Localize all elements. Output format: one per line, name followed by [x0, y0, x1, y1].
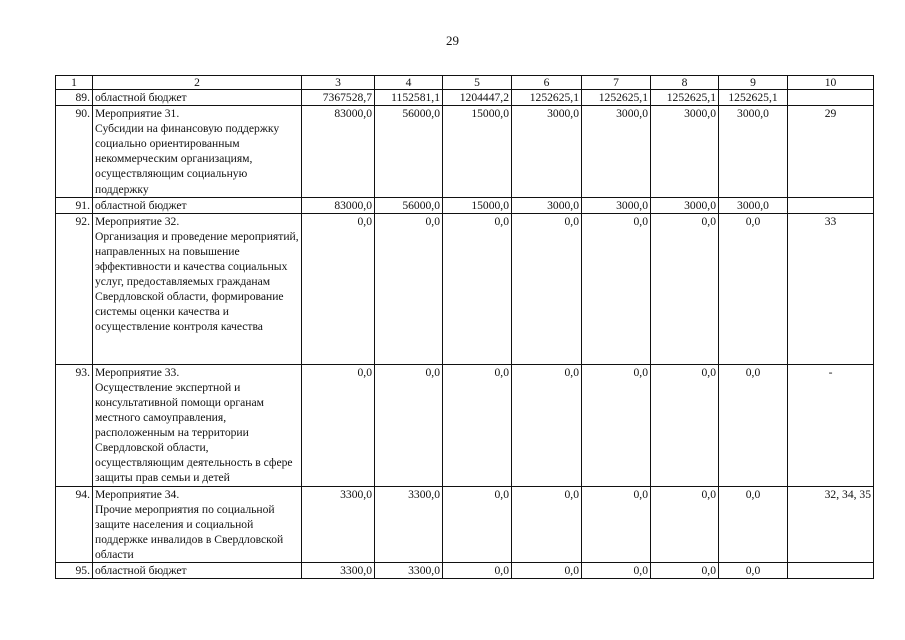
value-cell: 0,0: [582, 364, 651, 486]
value-cell: 0,0: [719, 562, 788, 578]
column-header: 8: [651, 76, 719, 90]
value-cell: 56000,0: [375, 106, 443, 198]
value-cell: 0,0: [512, 562, 582, 578]
description-cell: областной бюджет: [93, 562, 302, 578]
value-cell: 0,0: [375, 213, 443, 364]
value-cell: 0,0: [443, 486, 512, 562]
description-cell: Мероприятие 31. Субсидии на финансовую поддержку социально ориентированным некоммерческим организациям, осуществляющим социальную поддержку: [93, 106, 302, 198]
value-cell: 3000,0: [512, 197, 582, 213]
value-cell: 1252625,1: [651, 90, 719, 106]
description-cell: Мероприятие 34. Прочие мероприятия по социальной защите населения и социальной поддержке инвалидов в Свердловской области: [93, 486, 302, 562]
row-number-cell: 94.: [56, 486, 93, 562]
column-header: 7: [582, 76, 651, 90]
row-number-cell: 89.: [56, 90, 93, 106]
table-row: [56, 486, 874, 562]
reference-cell: 29: [788, 106, 874, 198]
table-row: [56, 197, 874, 213]
column-number-row: [56, 76, 874, 90]
value-cell: 0,0: [719, 213, 788, 364]
value-cell: 0,0: [582, 562, 651, 578]
table-row: [56, 213, 874, 364]
value-cell: 56000,0: [375, 197, 443, 213]
value-cell: 0,0: [512, 213, 582, 364]
value-cell: 3300,0: [302, 486, 375, 562]
column-header: 4: [375, 76, 443, 90]
value-cell: 3300,0: [302, 562, 375, 578]
reference-cell: -: [788, 364, 874, 486]
value-cell: 0,0: [651, 213, 719, 364]
value-cell: 3300,0: [375, 562, 443, 578]
value-cell: 0,0: [651, 486, 719, 562]
value-cell: 0,0: [651, 562, 719, 578]
value-cell: 0,0: [719, 364, 788, 486]
value-cell: 1204447,2: [443, 90, 512, 106]
description-cell: областной бюджет: [93, 90, 302, 106]
table-body: [56, 76, 874, 579]
description-cell: Мероприятие 32. Организация и проведение мероприятий, направленных на повышение эффективности и качества социальных услуг, предоставляемых гражданам Свердловской области, формирование системы оценки качества и осуществление контроля качества: [93, 213, 302, 364]
value-cell: 0,0: [651, 364, 719, 486]
value-cell: 83000,0: [302, 106, 375, 198]
value-cell: 0,0: [512, 364, 582, 486]
reference-cell: [788, 90, 874, 106]
description-cell: областной бюджет: [93, 197, 302, 213]
row-number-cell: 95.: [56, 562, 93, 578]
reference-cell: [788, 562, 874, 578]
row-number-cell: 91.: [56, 197, 93, 213]
column-header: 5: [443, 76, 512, 90]
column-header: 6: [512, 76, 582, 90]
value-cell: 0,0: [302, 213, 375, 364]
value-cell: 1252625,1: [719, 90, 788, 106]
column-header: 1: [56, 76, 93, 90]
value-cell: 3000,0: [651, 106, 719, 198]
value-cell: 0,0: [582, 213, 651, 364]
value-cell: 0,0: [302, 364, 375, 486]
value-cell: 0,0: [443, 364, 512, 486]
column-header: 10: [788, 76, 874, 90]
value-cell: 7367528,7: [302, 90, 375, 106]
reference-cell: 32, 34, 35: [788, 486, 874, 562]
value-cell: 0,0: [719, 486, 788, 562]
value-cell: 3000,0: [582, 197, 651, 213]
value-cell: 3000,0: [719, 197, 788, 213]
value-cell: 3000,0: [651, 197, 719, 213]
reference-cell: [788, 197, 874, 213]
value-cell: 83000,0: [302, 197, 375, 213]
value-cell: 0,0: [375, 364, 443, 486]
value-cell: 1252625,1: [512, 90, 582, 106]
value-cell: 0,0: [443, 562, 512, 578]
column-header: 3: [302, 76, 375, 90]
value-cell: 15000,0: [443, 197, 512, 213]
value-cell: 3300,0: [375, 486, 443, 562]
column-header: 9: [719, 76, 788, 90]
page-number: 29: [446, 33, 459, 48]
reference-cell: 33: [788, 213, 874, 364]
value-cell: 0,0: [443, 213, 512, 364]
value-cell: 3000,0: [582, 106, 651, 198]
column-header: 2: [93, 76, 302, 90]
value-cell: 3000,0: [512, 106, 582, 198]
table-row: [56, 90, 874, 106]
value-cell: 3000,0: [719, 106, 788, 198]
row-number-cell: 90.: [56, 106, 93, 198]
value-cell: 15000,0: [443, 106, 512, 198]
table-row: [56, 106, 874, 198]
budget-table: [55, 75, 874, 579]
value-cell: 1152581,1: [375, 90, 443, 106]
table-row: [56, 364, 874, 486]
row-number-cell: 93.: [56, 364, 93, 486]
value-cell: 0,0: [582, 486, 651, 562]
table-row: [56, 562, 874, 578]
value-cell: 1252625,1: [582, 90, 651, 106]
row-number-cell: 92.: [56, 213, 93, 364]
description-cell: Мероприятие 33. Осуществление экспертной и консультативной помощи органам местного самоуправления, расположенным на территории Свердловской области, осуществляющим деятельность в сфере защиты прав семьи и детей: [93, 364, 302, 486]
value-cell: 0,0: [512, 486, 582, 562]
